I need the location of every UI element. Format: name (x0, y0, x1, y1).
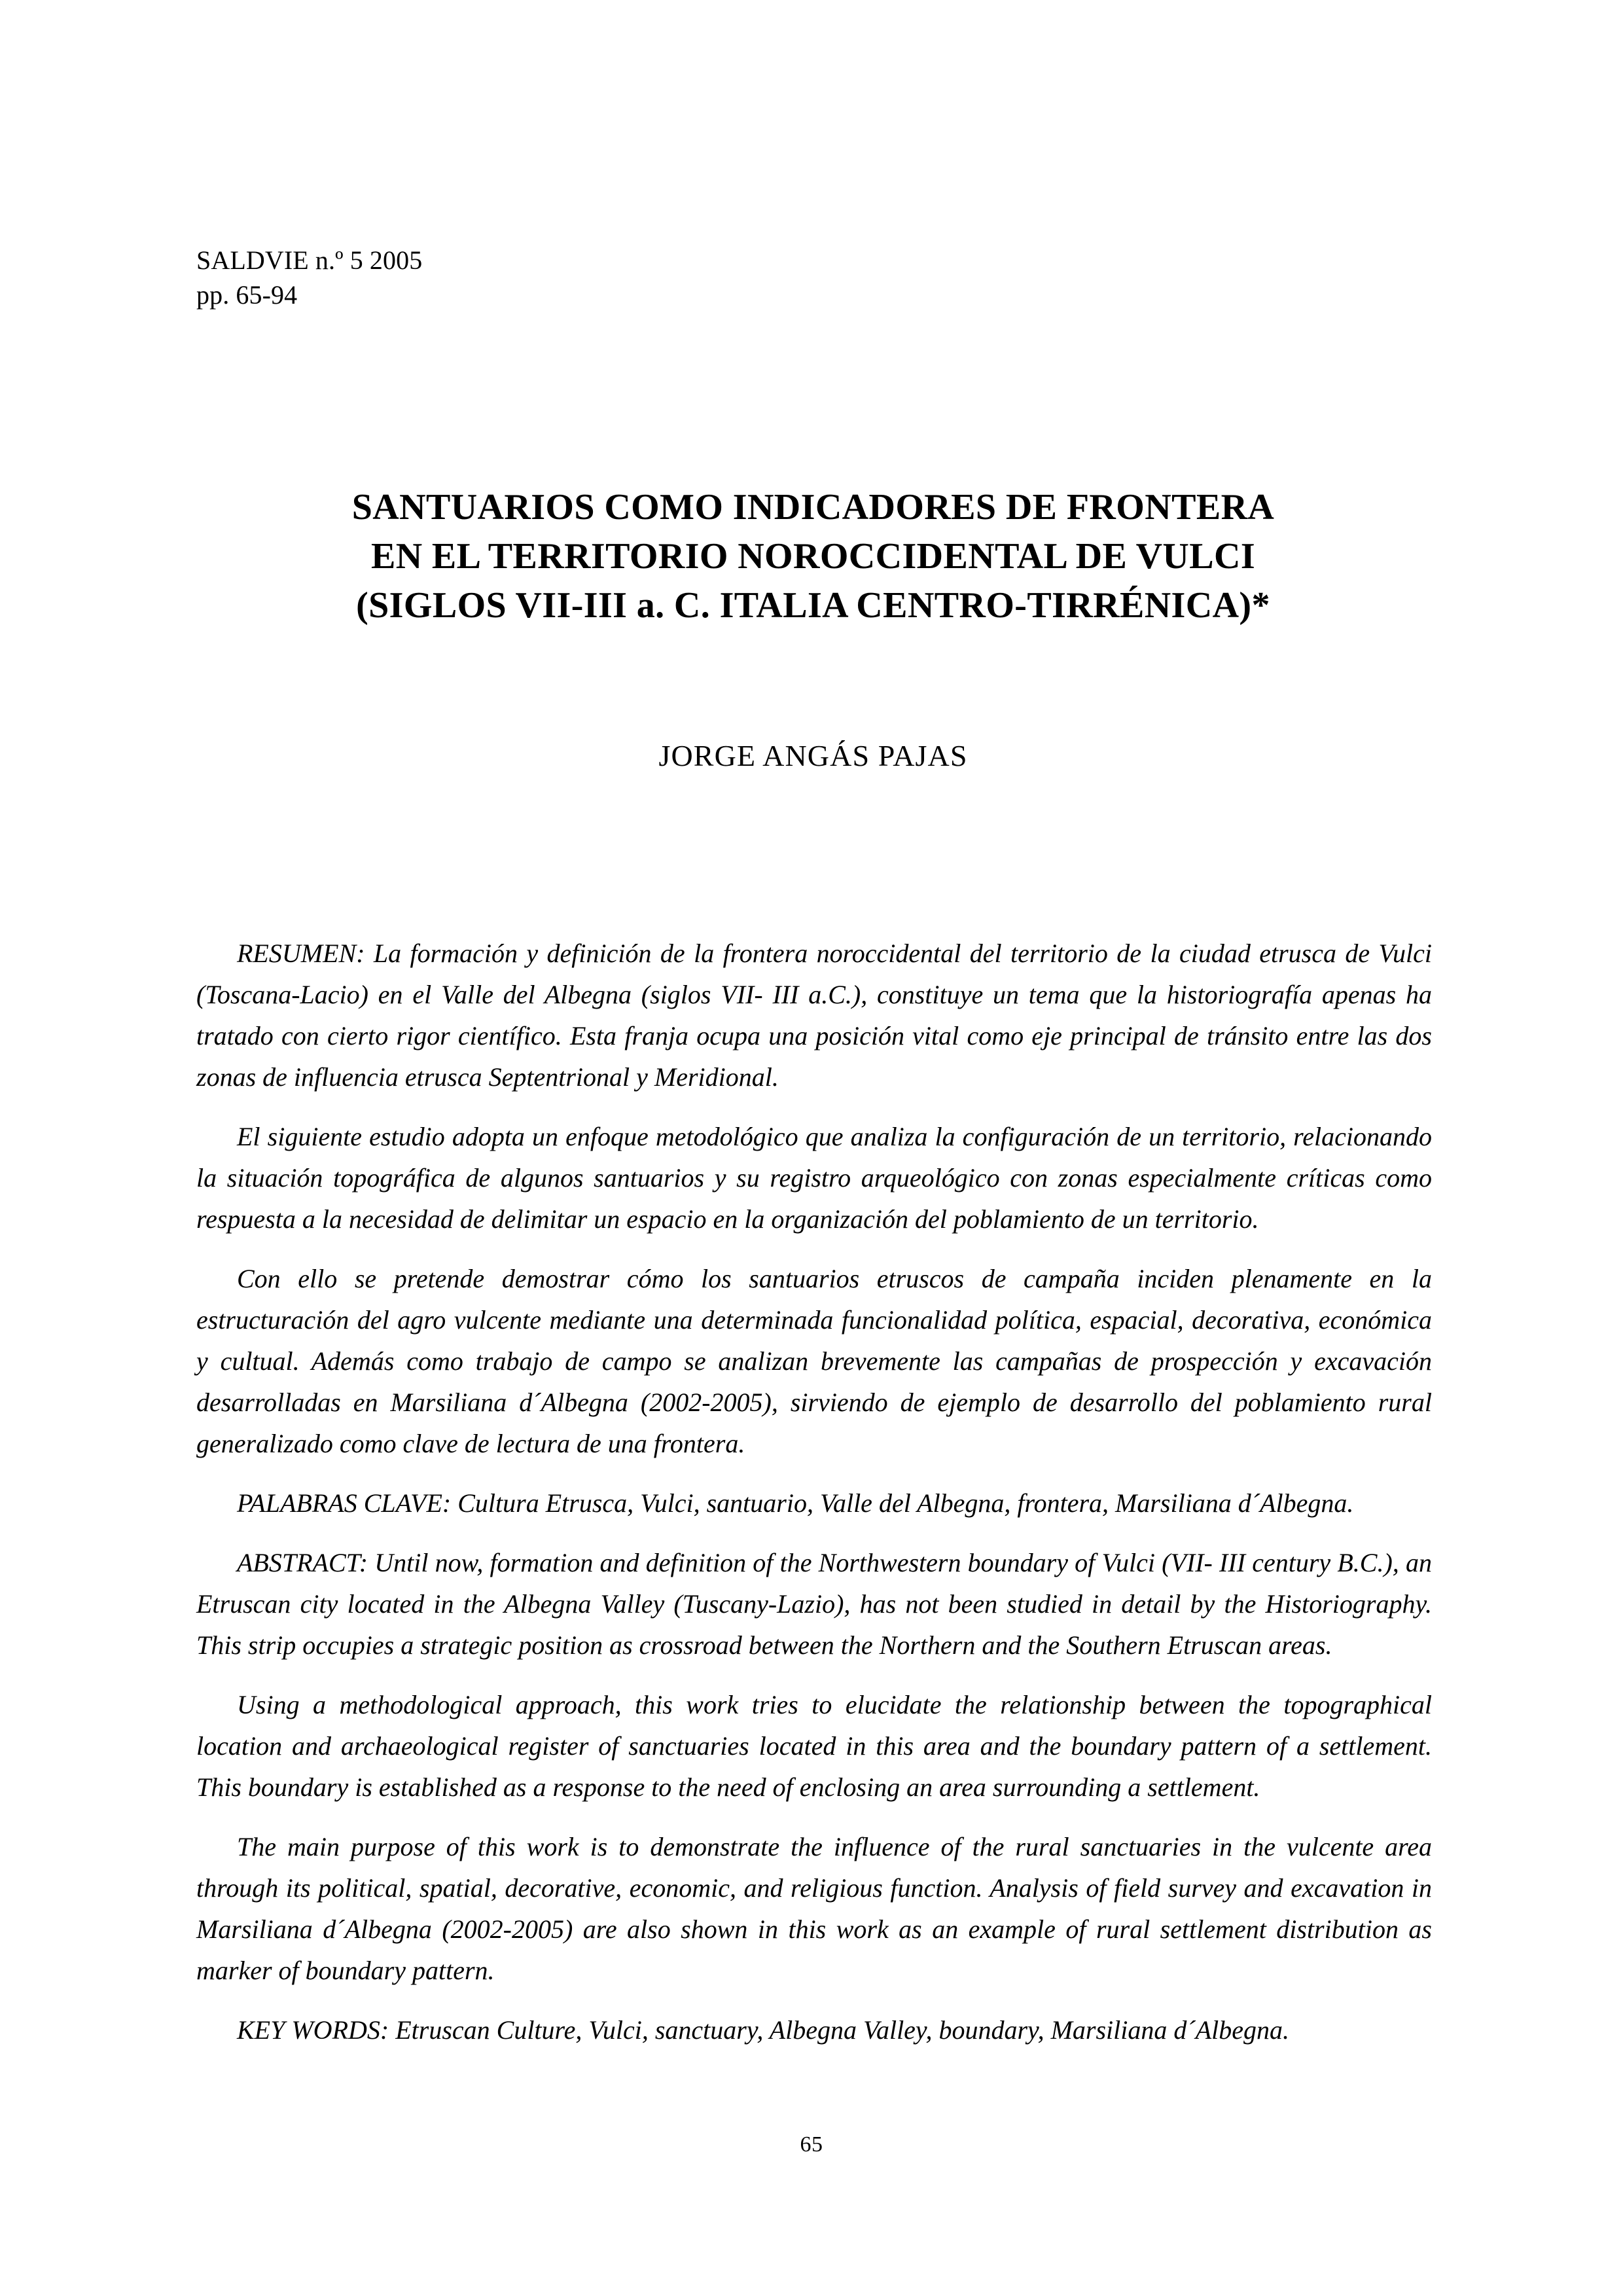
abstract-paragraph-3: The main purpose of this work is to demonstrate the influence of the rural sanctuaries in the vulcente area through its political, spatial, decorative, economic, and religious function. Analysis of field survey and excavation in Marsiliana d´Albegna (2002-2005) are also shown in this work as an example of rural settlement distribution as marker of boundary pattern. (196, 1832, 1432, 1985)
article-title-line-3: (SIGLOS VII-III a. C. ITALIA CENTRO-TIRRÉNICA)* (356, 584, 1270, 626)
journal-header (196, 243, 422, 313)
palabras-clave-paragraph: PALABRAS CLAVE: Cultura Etrusca, Vulci, santuario, Valle del Albegna, frontera, Marsiliana d´Albegna. (237, 1488, 1354, 1518)
article-title-line-1: SANTUARIOS COMO INDICADORES DE FRONTERA (351, 486, 1275, 528)
author-name: JORGE ANGÁS PAJAS (658, 739, 968, 772)
key-words-paragraph: KEY WORDS: Etruscan Culture, Vulci, sanctuary, Albegna Valley, boundary, Marsiliana d´Albegna. (237, 2015, 1290, 2045)
resumen-paragraph-3: Con ello se pretende demostrar cómo los santuarios etruscos de campaña inciden plenamente en la estructuración del agro vulcente mediante una determinada funcionalidad política, espacial, decorativa, económica y cultual. Además como trabajo de campo se analizan brevemente las campañas de prospección y excavación desarrolladas en Marsiliana d´Albegna (2002-2005), sirviendo de ejemplo de desarrollo del poblamiento rural generalizado como clave de lectura de una frontera. (196, 1264, 1432, 1458)
resumen-paragraph-1: RESUMEN: La formación y definición de la frontera noroccidental del territorio de la ciudad etrusca de Vulci (Toscana-Lacio) en el Valle del Albegna (siglos VII- III a.C.), constituye un tema que la historiografía apenas ha tratado con cierto rigor científico. Esta franja ocupa una posición vital como eje principal de tránsito entre las dos zonas de influencia etrusca Septentrional y Meridional. (196, 939, 1432, 1092)
journal-pages-line: pp. 65-94 (196, 279, 298, 310)
journal-issue-line: SALDVIE n.º 5 2005 (196, 245, 423, 275)
page-number: 65 (800, 2132, 823, 2157)
abstract-paragraph-1: ABSTRACT: Until now, formation and definition of the Northwestern boundary of Vulci (VII- III century B.C.), an Etruscan city located in the Albegna Valley (Tuscany-Lazio), has not been studied in detail by the Historiography. This strip occupies a strategic position as crossroad between the Northern and the Southern Etruscan areas. (196, 1548, 1432, 1660)
abstract-body (196, 933, 1432, 2051)
abstract-paragraph-2: Using a methodological approach, this work tries to elucidate the relationship between the topographical location and archaeological register of sanctuaries located in this area and the boundary pattern of a settlement. This boundary is established as a response to the need of enclosing an area surrounding a settlement. (196, 1690, 1432, 1802)
article-title-line-2: EN EL TERRITORIO NOROCCIDENTAL DE VULCI (370, 535, 1256, 577)
resumen-paragraph-2: El siguiente estudio adopta un enfoque metodológico que analiza la configuración de un territorio, relacionando la situación topográfica de algunos santuarios y su registro arqueológico con zonas especialmente críticas como respuesta a la necesidad de delimitar un espacio en la organización del poblamiento de un territorio. (196, 1122, 1432, 1234)
article-title (196, 483, 1430, 630)
